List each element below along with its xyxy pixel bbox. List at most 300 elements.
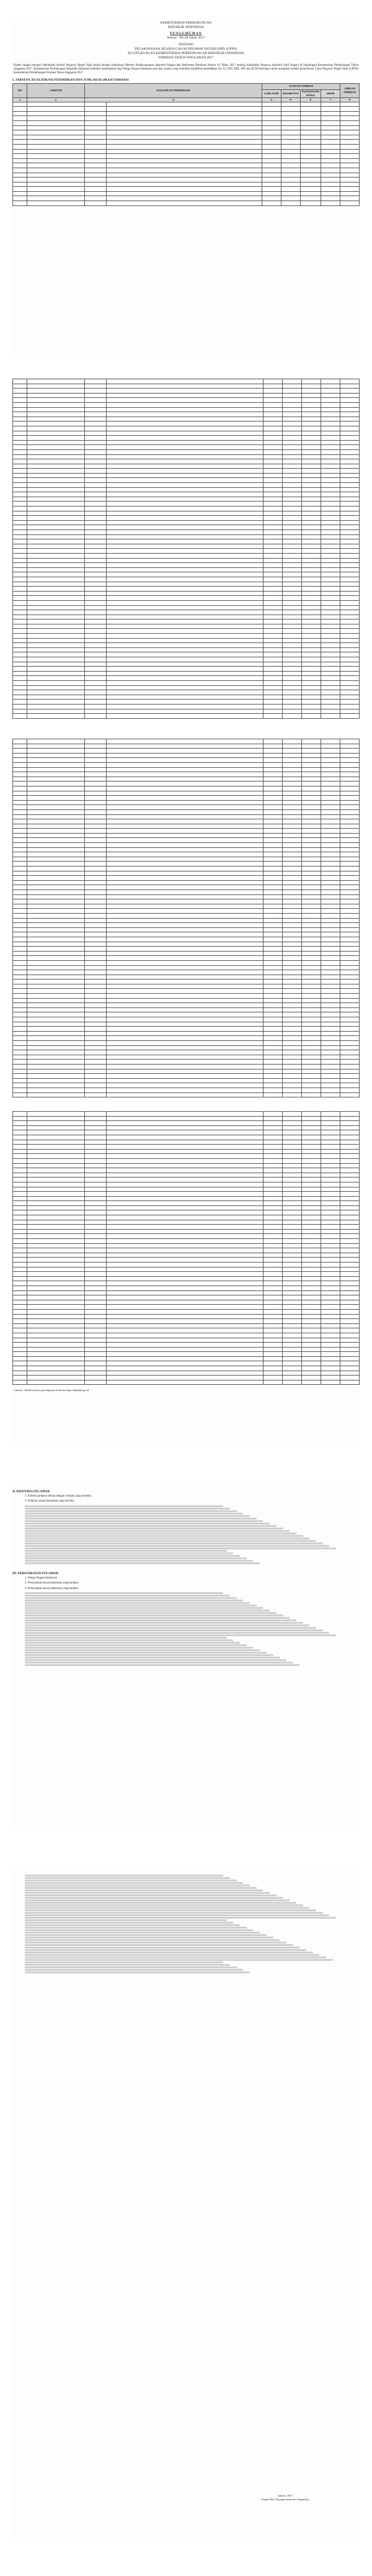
- table-cell: [302, 1343, 321, 1348]
- table-cell: [264, 1210, 283, 1215]
- table-cell: [321, 937, 340, 942]
- table-cell: [85, 168, 107, 173]
- table-cell: [13, 1027, 27, 1032]
- table-cell: [13, 1323, 27, 1328]
- table-cell: [85, 393, 107, 398]
- table-cell: [13, 819, 27, 824]
- text-line: [25, 1592, 223, 1594]
- table-cell: [340, 852, 360, 857]
- table-cell: [321, 1041, 340, 1046]
- table-cell: [340, 1154, 360, 1159]
- table-row: [13, 1140, 360, 1145]
- table-cell: [27, 629, 85, 634]
- table-row: [13, 932, 360, 937]
- table-cell: [27, 762, 85, 767]
- table-cell: [262, 107, 281, 112]
- table-cell: [283, 805, 302, 810]
- table-cell: [27, 587, 85, 592]
- table-cell: [264, 1168, 283, 1173]
- table-cell: [85, 796, 107, 801]
- table-row: [13, 567, 360, 572]
- table-cell: [85, 927, 107, 932]
- table-cell: [85, 1112, 107, 1117]
- table-cell: [85, 107, 107, 112]
- table-cell: [340, 1290, 360, 1295]
- table-row: [13, 1205, 360, 1210]
- table-cell: [340, 497, 360, 502]
- table-cell: [321, 426, 340, 431]
- table-cell: [302, 833, 321, 838]
- table-cell: [264, 1088, 283, 1092]
- table-cell: [283, 1295, 302, 1300]
- table-cell: [321, 1220, 340, 1225]
- table-cell: [27, 932, 85, 937]
- table-cell: [302, 819, 321, 824]
- table-cell: [321, 786, 340, 791]
- table-cell: [13, 1201, 27, 1206]
- table-cell: [264, 1215, 283, 1220]
- table-row: [13, 384, 360, 389]
- table-cell: [107, 956, 264, 961]
- table-cell: [107, 1290, 264, 1295]
- table-cell: [283, 1031, 302, 1036]
- table-cell: [302, 749, 321, 754]
- table-cell: [283, 1187, 302, 1192]
- table-row: [13, 582, 360, 587]
- table-cell: [264, 1347, 283, 1352]
- table-cell: [321, 814, 340, 819]
- table-row: [13, 1314, 360, 1319]
- table-cell: [302, 1031, 321, 1036]
- table-cell: [13, 402, 27, 407]
- table-row: [13, 809, 360, 814]
- table-row: [13, 577, 360, 582]
- table-cell: [321, 445, 340, 450]
- table-cell: [264, 904, 283, 909]
- table-cell: [283, 492, 302, 497]
- table-row: [13, 909, 360, 914]
- table-cell: [85, 800, 107, 805]
- table-cell: [27, 168, 85, 173]
- table-row: [13, 681, 360, 686]
- table-row: [13, 676, 360, 681]
- table-cell: [107, 454, 264, 459]
- table-cell: [321, 558, 340, 563]
- table-cell: [264, 487, 283, 492]
- table-row: [13, 1234, 360, 1239]
- table-cell: [340, 814, 360, 819]
- table-cell: [27, 473, 85, 478]
- table-cell: [107, 1173, 264, 1178]
- table-cell: [283, 1376, 302, 1380]
- table-cell: [13, 426, 27, 431]
- table-row: [13, 833, 360, 838]
- table-cell: [13, 667, 27, 672]
- table-cell: [85, 975, 107, 980]
- table-cell: [13, 1178, 27, 1182]
- table-cell: [340, 937, 360, 942]
- table-cell: [13, 1380, 27, 1385]
- table-cell: [13, 1116, 27, 1121]
- table-cell: [321, 1022, 340, 1027]
- table-cell: [281, 201, 300, 206]
- table-cell: [264, 520, 283, 525]
- table-cell: [321, 1272, 340, 1277]
- table-cell: [13, 1263, 27, 1268]
- table-cell: [107, 402, 264, 407]
- table-cell: [27, 1333, 85, 1338]
- table-cell: [321, 1158, 340, 1163]
- table-cell: [264, 927, 283, 932]
- table-cell: [281, 149, 300, 154]
- table-cell: [107, 572, 264, 577]
- table-cell: [321, 1017, 340, 1022]
- table-cell: [283, 876, 302, 881]
- table-cell: [27, 140, 85, 145]
- table-cell: [13, 1196, 27, 1201]
- table-cell: [27, 913, 85, 918]
- table-cell: [302, 638, 321, 643]
- table-cell: [264, 700, 283, 705]
- table-cell: [321, 777, 340, 781]
- table-cell: [264, 1135, 283, 1140]
- table-cell: [107, 596, 264, 601]
- table-cell: [107, 492, 264, 497]
- text-line: [25, 1552, 233, 1554]
- table-row: [13, 187, 360, 192]
- table-row: [13, 1135, 360, 1140]
- table-cell: [107, 681, 264, 686]
- table-cell: [107, 824, 264, 829]
- table-cell: [340, 1263, 360, 1268]
- text-line: [25, 1877, 230, 1879]
- table-cell: [107, 909, 264, 914]
- table-cell: [107, 563, 264, 568]
- table-cell: [27, 102, 85, 107]
- table-cell: [264, 809, 283, 814]
- table-cell: [281, 154, 300, 159]
- table-cell: [27, 426, 85, 431]
- table-cell: [107, 1074, 264, 1079]
- table-cell: [321, 511, 340, 516]
- text-line: [25, 1557, 247, 1559]
- table-cell: [340, 819, 360, 824]
- table-cell: [107, 1017, 264, 1022]
- table-cell: [27, 838, 85, 843]
- table-row: [13, 629, 360, 634]
- table-cell: [27, 676, 85, 681]
- table-cell: [283, 1088, 302, 1092]
- requirement-item: 1. Warga Negara Indonesia: [25, 1576, 57, 1580]
- table-cell: [27, 163, 85, 168]
- table-cell: [13, 671, 27, 676]
- table-cell: [283, 1253, 302, 1258]
- table-cell: [264, 534, 283, 539]
- table-cell: [264, 553, 283, 558]
- table-cell: [283, 379, 302, 384]
- table-cell: [302, 786, 321, 791]
- table-cell: [321, 824, 340, 829]
- table-cell: [321, 805, 340, 810]
- table-row: [13, 1309, 360, 1314]
- table-cell: [340, 1210, 360, 1215]
- table-cell: [107, 187, 262, 192]
- table-cell: [340, 700, 360, 705]
- table-cell: [27, 1286, 85, 1290]
- table-cell: [107, 534, 264, 539]
- table-cell: [321, 412, 340, 417]
- table-cell: [302, 577, 321, 582]
- table-row: [13, 436, 360, 441]
- table-cell: [283, 1286, 302, 1290]
- table-cell: [302, 549, 321, 554]
- table-cell: [27, 980, 85, 984]
- table-cell: [13, 511, 27, 516]
- table-cell: [85, 610, 107, 615]
- table-cell: [321, 894, 340, 899]
- table-cell: [13, 1352, 27, 1357]
- table-cell: [13, 473, 27, 478]
- table-cell: [264, 497, 283, 502]
- table-row: [13, 1220, 360, 1225]
- table-cell: [85, 1319, 107, 1324]
- table-cell: [302, 520, 321, 525]
- table-cell: [321, 671, 340, 676]
- table-row: [13, 744, 360, 749]
- table-cell: [321, 951, 340, 956]
- table-cell: [302, 1376, 321, 1380]
- table-row: [13, 749, 360, 754]
- text-line: [25, 1642, 240, 1644]
- text-line: [25, 1914, 329, 1916]
- table-cell: [85, 767, 107, 772]
- announcement-number: Nomor : PG.28 Tahun 2017: [167, 36, 205, 40]
- table-cell: [264, 885, 283, 890]
- table-cell: [321, 927, 340, 932]
- table-cell: [107, 1376, 264, 1380]
- table-cell: [85, 1366, 107, 1371]
- text-line: [25, 1607, 263, 1609]
- table-cell: [107, 553, 264, 558]
- table-cell: [321, 1130, 340, 1135]
- col-disabilitas: DISABILITAS: [281, 89, 300, 97]
- table-cell: [107, 739, 264, 744]
- table-cell: [340, 1121, 360, 1126]
- table-cell: [302, 553, 321, 558]
- table-cell: [27, 1060, 85, 1065]
- table-row: [13, 762, 360, 767]
- table-cell: [85, 809, 107, 814]
- table-cell: [264, 436, 283, 441]
- table-cell: [13, 449, 27, 454]
- table-cell: [264, 1281, 283, 1286]
- table-cell: [302, 1258, 321, 1263]
- table-cell: [13, 558, 27, 563]
- formation-table-part-1: [12, 83, 360, 206]
- table-cell: [321, 553, 340, 558]
- table-row: [13, 989, 360, 994]
- table-cell: [340, 1178, 360, 1182]
- table-cell: [302, 885, 321, 890]
- table-cell: [340, 767, 360, 772]
- table-cell: [107, 624, 264, 629]
- table-row: [13, 483, 360, 488]
- table-cell: [85, 758, 107, 763]
- table-row: [13, 1300, 360, 1305]
- table-cell: [340, 567, 360, 572]
- table-cell: [262, 182, 281, 187]
- table-cell: [321, 767, 340, 772]
- table-cell: [107, 1272, 264, 1277]
- table-cell: [340, 402, 360, 407]
- table-cell: [321, 1125, 340, 1130]
- table-cell: [85, 553, 107, 558]
- table-cell: [85, 1343, 107, 1348]
- table-cell: [340, 1225, 360, 1230]
- table-cell: [107, 899, 264, 904]
- table-cell: [321, 1210, 340, 1215]
- section-1-title: I. JABATAN, KUALIFIKASI PENDIDIKAN DAN JUMLAH ALOKASI FORMASI: [12, 78, 129, 82]
- table-row: [13, 1045, 360, 1050]
- table-cell: [13, 880, 27, 885]
- table-cell: [13, 847, 27, 852]
- table-cell: [302, 1083, 321, 1088]
- table-cell: [27, 714, 85, 719]
- table-cell: [27, 149, 85, 154]
- table-cell: [340, 149, 360, 154]
- table-cell: [85, 1158, 107, 1163]
- table-cell: [340, 1027, 360, 1032]
- table-cell: [27, 1031, 85, 1036]
- table-cell: [27, 1243, 85, 1248]
- table-cell: [107, 1163, 264, 1168]
- table-cell: [264, 1125, 283, 1130]
- table-cell: [264, 918, 283, 923]
- table-cell: [27, 1078, 85, 1083]
- table-cell: [264, 998, 283, 1003]
- table-cell: [13, 1281, 27, 1286]
- table-cell: [340, 1196, 360, 1201]
- table-cell: [27, 417, 85, 421]
- formation-table-part-4: [12, 1111, 360, 1385]
- table-cell: [85, 695, 107, 700]
- table-cell: [107, 1135, 264, 1140]
- table-cell: [107, 647, 264, 652]
- table-cell: [107, 615, 264, 619]
- table-cell: [264, 1366, 283, 1371]
- table-cell: [264, 1371, 283, 1376]
- table-cell: [27, 894, 85, 899]
- table-cell: [107, 709, 264, 714]
- table-cell: [264, 956, 283, 961]
- table-row: [13, 572, 360, 577]
- table-cell: [340, 582, 360, 587]
- table-cell: [321, 800, 340, 805]
- table-cell: [302, 1163, 321, 1168]
- table-cell: [107, 487, 264, 492]
- table-cell: [302, 402, 321, 407]
- table-cell: [85, 1215, 107, 1220]
- table-cell: [321, 862, 340, 867]
- table-cell: [340, 591, 360, 596]
- table-cell: [264, 1286, 283, 1290]
- table-cell: [340, 130, 360, 135]
- table-cell: [340, 786, 360, 791]
- table-cell: [340, 1003, 360, 1008]
- table-cell: [13, 1017, 27, 1022]
- table-cell: [340, 384, 360, 389]
- table-cell: [85, 596, 107, 601]
- table-cell: [321, 525, 340, 530]
- table-cell: [27, 833, 85, 838]
- table-cell: [264, 1267, 283, 1272]
- table-cell: [283, 998, 302, 1003]
- table-cell: [27, 483, 85, 488]
- table-cell: [321, 947, 340, 952]
- text-line: [25, 1971, 250, 1973]
- table-cell: [302, 1295, 321, 1300]
- table-cell: [264, 591, 283, 596]
- table-cell: [340, 440, 360, 445]
- table-cell: [107, 464, 264, 469]
- table-cell: [340, 652, 360, 657]
- table-cell: [85, 1376, 107, 1380]
- table-cell: [85, 605, 107, 610]
- table-cell: [321, 1338, 340, 1343]
- table-cell: [85, 1290, 107, 1295]
- table-cell: [107, 805, 264, 810]
- table-cell: [283, 1092, 302, 1097]
- table-cell: [302, 805, 321, 810]
- table-cell: [283, 1309, 302, 1314]
- table-cell: [302, 1319, 321, 1324]
- table-row: [13, 516, 360, 521]
- table-cell: [283, 549, 302, 554]
- table-cell: [85, 1352, 107, 1357]
- table-cell: [262, 173, 281, 178]
- table-row: [13, 497, 360, 502]
- table-cell: [27, 558, 85, 563]
- table-row: [13, 464, 360, 469]
- text-line: [25, 1652, 267, 1654]
- table-cell: [107, 1031, 264, 1036]
- table-cell: [85, 1017, 107, 1022]
- table-cell: [340, 587, 360, 592]
- table-cell: [13, 1290, 27, 1295]
- table-cell: [27, 577, 85, 582]
- table-cell: [107, 685, 264, 690]
- table-cell: [85, 1323, 107, 1328]
- table-cell: [85, 772, 107, 777]
- table-cell: [85, 1347, 107, 1352]
- text-line: [25, 1515, 250, 1517]
- table-cell: [283, 402, 302, 407]
- table-cell: [302, 1239, 321, 1244]
- criteria-list: [25, 1495, 356, 1564]
- table-cell: [340, 144, 360, 149]
- col-cumlaude: CUMLAUDE: [262, 89, 281, 97]
- table-row: [13, 970, 360, 975]
- sheet-6: [12, 1868, 360, 2539]
- table-cell: [13, 1083, 27, 1088]
- text-line: [25, 1919, 227, 1921]
- table-cell: [302, 960, 321, 965]
- table-cell: [107, 1149, 264, 1154]
- table-cell: [13, 758, 27, 763]
- table-cell: [85, 1309, 107, 1314]
- table-cell: [264, 749, 283, 754]
- col-index-3: 3: [85, 97, 262, 102]
